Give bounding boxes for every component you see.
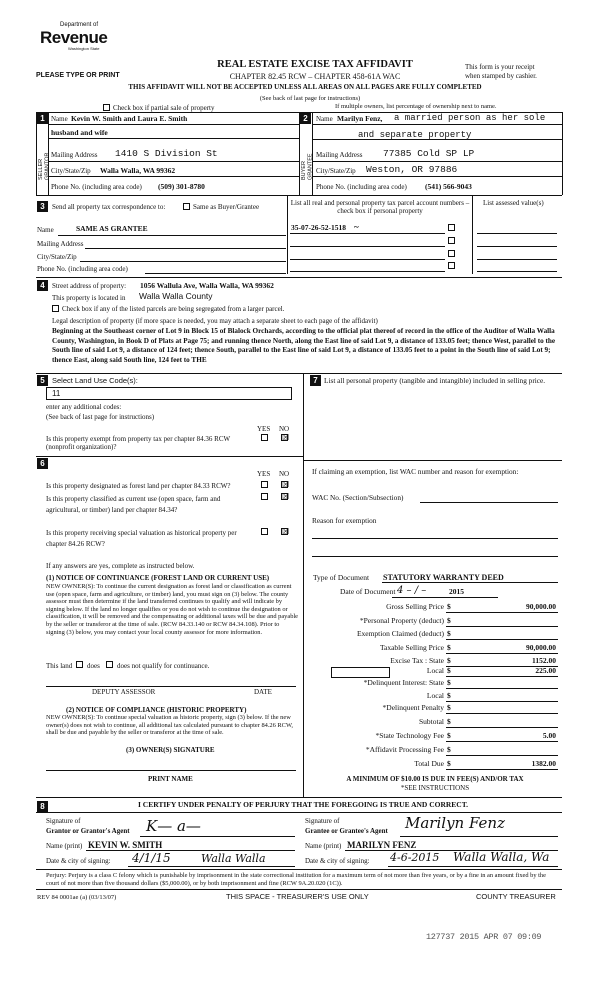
street-label: Street address of property:: [52, 282, 127, 290]
s5-yes: YES: [257, 425, 271, 433]
forest-no-checkbox[interactable]: ☒: [282, 480, 290, 489]
grantor-signature: K— a—: [146, 817, 201, 835]
s3-name: SAME AS GRANTEE: [76, 224, 148, 233]
buyer-city-label: City/State/Zip: [316, 167, 356, 175]
located-label: This property is located in: [52, 294, 126, 302]
personal-property-label: List all personal property (tangible and intangible) included in selling price.: [324, 376, 546, 385]
grantor-sig-label: Signature of: [46, 817, 81, 825]
segregated-label: Check box if any of the listed parcels are being segregated from a larger parcel.: [62, 305, 285, 313]
doc-type-label: Type of Document: [313, 573, 370, 582]
notice-continuance-body: NEW OWNER(S): To continue the current designation as forest land or classification as current use (open space, farm and agriculture, or timber) land, you must sign on (3) below. The county assessor must then determine if the land transferred continues to qualify and will indicate by signing below. If the land no longer qualifies or you do not wish to continue the designation or classification, it will be removed and the compensating or additional taxes will be due and payable by the seller or transferor at the time of sale. (RCW 84.33.140 or RCW 84.34.108). Prior to signing (3) below, you may contact your local county assessor for more information.: [46, 583, 298, 636]
legal-description: Beginning at the Southeast corner of Lot 9 in Block 15 of Blalock Orchards, according to the official plat thereof of record in the office of the Auditor of Walla Walla County, Washington, in Book D of Plats at Page 75; and running thence North, along the East line of said Lot 9, a distance of 133.05 feet; thence West, parallel to the South line of said Lot 9, a distance of 124 feet; thence South, parallel to the East line of said Lot 9, a distance of 133.05 feet to a point in the South line of said Lot 9; thence East, along said South line, 124 feet to THE: [52, 327, 556, 364]
local-tax-box: [331, 667, 390, 678]
tax-row-label: *Personal Property (deduct): [359, 616, 444, 625]
buyer-name-label: Name: [316, 115, 333, 123]
tax-row-value[interactable]: 90,000.00: [526, 602, 556, 611]
certify-statement: I CERTIFY UNDER PENALTY OF PERJURY THAT THE FOREGOING IS TRUE AND CORRECT.: [138, 800, 469, 809]
s5-no: NO: [279, 425, 290, 433]
grantor-agent-label: Grantor or Grantor's Agent: [46, 827, 130, 835]
partial-sale-checkbox[interactable]: [103, 104, 110, 111]
wac-label: WAC No. (Section/Subsection): [312, 493, 404, 502]
s5-see-back: (See back of last page for instructions): [46, 413, 155, 421]
seller-name-2: husband and wife: [51, 128, 108, 137]
grantee-date: 4-6-2015: [390, 851, 440, 864]
grantee-city: Walla Walla, Wa: [453, 850, 550, 864]
grantee-date-city-label: Date & city of signing:: [305, 857, 370, 865]
tax-row-currency: $: [447, 666, 451, 675]
deputy-assessor-label: DEPUTY ASSESSOR: [92, 688, 156, 696]
tax-row-label: *Affidavit Processing Fee: [365, 745, 444, 754]
doc-type: STATUTORY WARRANTY DEED: [383, 573, 504, 582]
grantee-signature: Marilyn Fenz: [405, 814, 505, 832]
tax-row-currency: $: [447, 643, 451, 652]
buyer-name-typed: a married person as her sole: [394, 113, 546, 123]
current-use-no-checkbox[interactable]: ☒: [282, 492, 290, 501]
section-8-number: 8: [37, 801, 48, 812]
grantor-date: 4/1/15: [132, 851, 171, 865]
forest-yes-checkbox[interactable]: [261, 481, 268, 488]
current-use-yes-checkbox[interactable]: [261, 493, 268, 500]
parcel-number: 35-07-26-52-1518: [291, 223, 346, 232]
tax-row-label: Gross Selling Price: [386, 602, 444, 611]
section-1-number: 1: [37, 113, 48, 124]
buyer-name: Marilyn Fenz,: [337, 114, 383, 123]
buyer-mail-label: Mailing Address: [316, 151, 363, 159]
claim-exemption-label: If claiming an exemption, list WAC number and reason for exemption:: [312, 467, 519, 476]
tax-row-label: Local: [426, 666, 444, 675]
buyer-name-2: and separate property: [358, 130, 472, 140]
section-2-number: 2: [300, 113, 311, 124]
same-as-buyer-label: Same as Buyer/Grantee: [193, 203, 260, 211]
owner-signature-title: (3) OWNER(S) SIGNATURE: [126, 746, 215, 754]
section-7-number: 7: [310, 375, 321, 386]
grantor-city: Walla Walla: [201, 852, 266, 865]
this-land-label: This land: [46, 662, 73, 670]
buyer-mail: 77385 Cold SP LP: [383, 148, 475, 159]
exempt-question: Is this property exempt from property tax per chapter 84.36 RCW (nonprofit organization)?: [46, 435, 230, 452]
tax-row-currency: $: [447, 656, 451, 665]
section-5-number: 5: [37, 375, 48, 386]
grantee-sig-label: Signature of: [305, 817, 340, 825]
section-6-number: 6: [37, 458, 48, 469]
doc-date-hand: 4 – / –: [397, 585, 427, 596]
parcel-list-label: List all real and personal property tax parcel account numbers – check box if personal property: [290, 199, 470, 216]
parcel-dash: ~: [354, 222, 359, 232]
s3-city-label: City/State/Zip: [37, 253, 77, 261]
tax-row-label: Total Due: [414, 759, 444, 768]
tax-row-currency: $: [447, 731, 451, 740]
tax-row-label: *State Technology Fee: [375, 731, 444, 740]
grantee-agent-label: Grantee or Grantee's Agent: [305, 827, 388, 835]
tax-row-value[interactable]: 90,000.00: [526, 643, 556, 652]
buyer-phone: (541) 566-9043: [425, 182, 472, 191]
tax-row-currency: $: [447, 616, 451, 625]
tax-row-value[interactable]: 1152.00: [532, 656, 556, 665]
exempt-no-checkbox[interactable]: ☒: [282, 433, 290, 442]
additional-codes-label: enter any additional codes:: [46, 403, 122, 411]
partial-sale-label: Check box if partial sale of property: [113, 104, 215, 112]
historic-no-checkbox[interactable]: ☒: [282, 527, 290, 536]
receipt-note-1: This form is your receipt: [465, 63, 535, 71]
form-chapter: CHAPTER 82.45 RCW – CHAPTER 458-61A WAC: [229, 72, 401, 81]
tax-row-currency: $: [447, 629, 451, 638]
same-as-buyer-checkbox[interactable]: [183, 203, 190, 210]
buyer-side-label: BUYER GRANTEE: [301, 153, 314, 180]
tax-row-currency: $: [447, 745, 451, 754]
county-treasurer: COUNTY TREASURER: [476, 892, 556, 901]
tax-row-label: Exemption Claimed (deduct): [356, 629, 444, 638]
receipt-stamp: 127737 2015 APR 07 09:09: [426, 932, 542, 942]
seller-city-label: City/State/Zip: [51, 167, 91, 175]
doc-date-label: Date of Document: [340, 587, 396, 596]
tax-row-label: Subtotal: [418, 717, 444, 726]
print-name-label: PRINT NAME: [148, 775, 193, 783]
land-does-not-label: does not qualify for continuance.: [117, 662, 210, 670]
deputy-date-label: DATE: [254, 688, 272, 696]
tax-row-label: Local: [426, 691, 444, 700]
tax-row-value[interactable]: 1382.00: [531, 759, 556, 768]
grantor-name-print: KEVIN W. SMITH: [88, 840, 163, 850]
buyer-city: Weston, OR 97886: [366, 164, 458, 175]
doc-date-year: 2015: [449, 587, 464, 596]
s3-name-label: Name: [37, 226, 54, 234]
parcel-personal-checkbox-3[interactable]: [448, 250, 455, 257]
reason-label: Reason for exemption: [312, 516, 377, 525]
perjury-statement: [46, 872, 560, 888]
s3-mail-label: Mailing Address: [37, 240, 84, 248]
logo-state: Washington State: [68, 46, 100, 51]
receipt-note-2: when stamped by cashier.: [465, 72, 537, 80]
s6-no: NO: [279, 470, 290, 478]
tax-row-label: Taxable Selling Price: [379, 643, 444, 652]
perjury-text: Perjury: Perjury is a class C felony which is punishable by imprisonment in the state correctional institution for a maximum term of not more than five years, or by a fine in an amount fixed by the court of not more than five thousand dollars ($5,000.00), or by both imprisonment and fine (RCW 9A.20.020 (1C)).: [46, 872, 546, 887]
land-does-label: does: [87, 662, 100, 670]
section-3-number: 3: [37, 201, 48, 212]
forest-question: Is this property designated as forest land per chapter 84.33 RCW?: [46, 482, 231, 490]
tax-row-currency: $: [447, 691, 451, 700]
multiple-owners-note: If multiple owners, list percentage of ownership next to name.: [335, 103, 497, 110]
historic-question: Is this property receiving special valuation as historical property per chapter 84.26 RCW?: [46, 529, 237, 548]
grantor-date-city-label: Date & city of signing:: [46, 857, 111, 865]
parcel-personal-checkbox-1[interactable]: [448, 224, 455, 231]
seller-name-label: Name: [51, 115, 68, 123]
please-type: PLEASE TYPE OR PRINT: [36, 72, 120, 79]
dor-logo: [34, 22, 114, 62]
street-address: 1056 Wallula Ave, Walla Walla, WA 99362: [140, 281, 274, 290]
seller-city: Walla Walla, WA 99362: [100, 166, 176, 175]
land-use-code-input[interactable]: [46, 387, 292, 400]
legal-label: Legal description of property (if more space is needed, you may attach a separate sheet to each page of the affidavit): [52, 317, 378, 325]
grantee-name-print: MARILYN FENZ: [347, 840, 417, 850]
minimum-fee-note: A MINIMUM OF $10.00 IS DUE IN FEE(S) AND/OR TAX: [346, 775, 524, 783]
seller-side-label: SELLER GRANTOR: [38, 152, 51, 180]
s6-yes: YES: [257, 470, 271, 478]
if-yes-note: If any answers are yes, complete as instructed below.: [46, 562, 195, 570]
form-warning: THIS AFFIDAVIT WILL NOT BE ACCEPTED UNLESS ALL AREAS ON ALL PAGES ARE FULLY COMPLETED: [128, 83, 482, 91]
exempt-yes-checkbox[interactable]: [261, 434, 268, 441]
logo-text: Revenue: [40, 28, 108, 47]
seller-mail: 1410 S Division St: [115, 148, 218, 159]
tax-row-currency: $: [447, 678, 451, 687]
current-use-question: Is this property classified as current use (open space, farm and agricultural, or timber) land per chapter 84.34?: [46, 495, 221, 514]
tax-row-value[interactable]: 5.00: [542, 731, 556, 740]
tax-row-currency: $: [447, 602, 451, 611]
tax-row-label: Excise Tax : State: [390, 656, 444, 665]
located-county: Walla Walla County: [139, 291, 213, 301]
s3-phone-label: Phone No. (including area code): [37, 265, 128, 273]
parcel-personal-checkbox-2[interactable]: [448, 237, 455, 244]
form-title: REAL ESTATE EXCISE TAX AFFIDAVIT: [217, 59, 413, 70]
tax-row-label: *Delinquent Penalty: [382, 703, 444, 712]
notice-compliance-body: NEW OWNER(S): To continue special valuation as historic property, sign (3) below. If the new owner(s) does not wish to continue, all additional tax calculated pursuant to chapter 84.26 RCW, shall be due and payable by the seller or transferor at the time of sale.: [46, 714, 293, 737]
tax-row-value[interactable]: 225.00: [535, 666, 556, 675]
assessed-value-label: List assessed value(s): [483, 199, 544, 207]
seller-mail-label: Mailing Address: [51, 151, 98, 159]
form-number: REV 84 0001ae (a) (03/13/07): [37, 894, 117, 901]
logo-dept: Department of: [60, 22, 99, 28]
historic-yes-checkbox[interactable]: [261, 528, 268, 535]
grantee-name-print-label: Name (print): [305, 842, 342, 850]
see-instructions: *SEE INSTRUCTIONS: [400, 784, 470, 792]
tax-row-label: *Delinquent Interest: State: [363, 678, 444, 687]
land-use-code: 11: [52, 389, 61, 398]
treasurer-space: THIS SPACE - TREASURER'S USE ONLY: [226, 892, 369, 901]
buyer-phone-label: Phone No. (including area code): [316, 183, 407, 191]
seller-phone-label: Phone No. (including area code): [51, 183, 142, 191]
segregated-checkbox[interactable]: [52, 305, 59, 312]
parcel-personal-checkbox-4[interactable]: [448, 262, 455, 269]
section-4-number: 4: [37, 280, 48, 291]
tax-row-currency: $: [447, 717, 451, 726]
land-does-not-checkbox[interactable]: [106, 661, 113, 668]
grantor-name-print-label: Name (print): [46, 842, 83, 850]
seller-phone: (509) 301-8780: [158, 182, 205, 191]
notice-compliance-title: (2) NOTICE OF COMPLIANCE (HISTORIC PROPERTY): [66, 706, 247, 714]
send-correspondence-label: Send all property tax correspondence to:: [52, 203, 166, 211]
notice-continuance-title: (1) NOTICE OF CONTINUANCE (FOREST LAND OR CURRENT USE): [46, 574, 270, 582]
land-use-label: Select Land Use Code(s):: [52, 376, 138, 385]
seller-name: Kevin W. Smith and Laura E. Smith: [71, 114, 188, 123]
see-back: (See back of last page for instructions): [259, 95, 361, 102]
tax-row-currency: $: [447, 759, 451, 768]
land-does-checkbox[interactable]: [76, 661, 83, 668]
tax-row-currency: $: [447, 703, 451, 712]
